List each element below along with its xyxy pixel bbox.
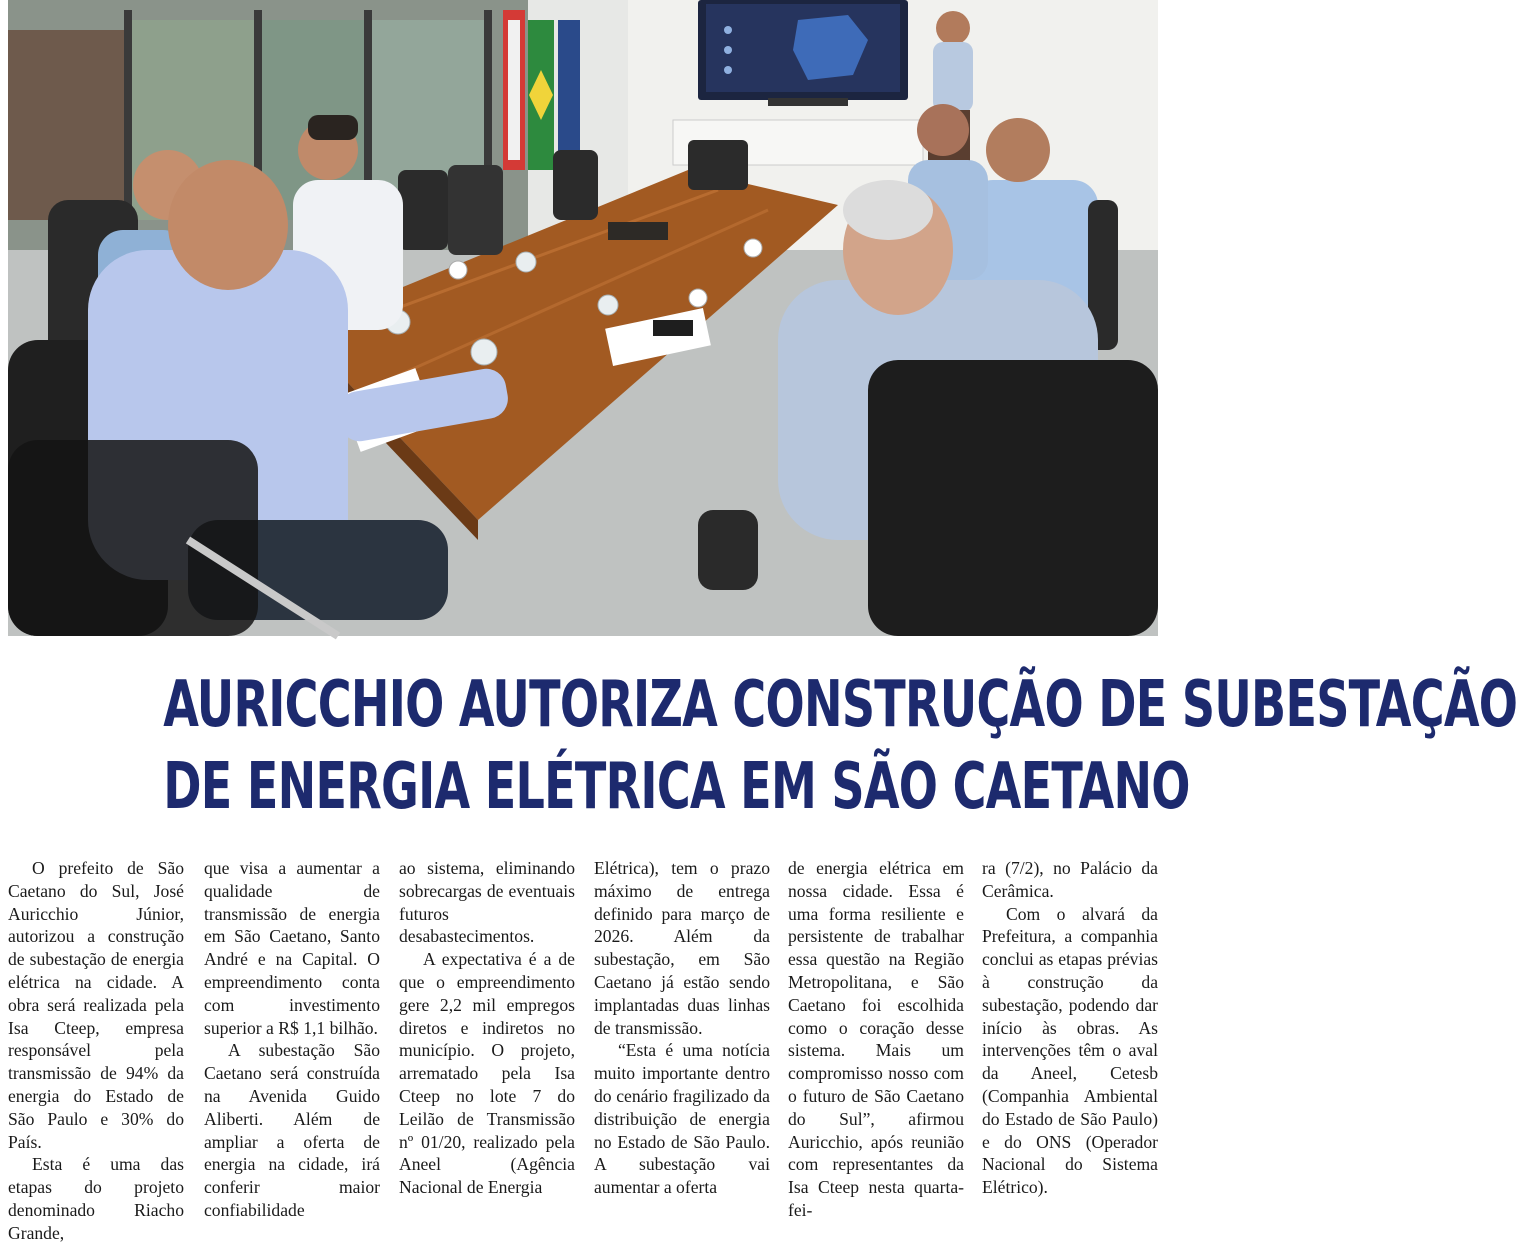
text-column-2 bbox=[204, 857, 380, 1221]
paragraph: que visa a aumentar a qualidade de transmissão de energia em São Caetano, Santo André e na Capital. O empreendimento conta com investimento superior a R$ 1,1 bilhão. bbox=[204, 858, 380, 1038]
text-column-1 bbox=[8, 857, 184, 1243]
text-column-3 bbox=[399, 857, 575, 1221]
paragraph: Com o alvará da Prefeitura, a companhia conclui as etapas prévias à construção da subestação, podendo dar início às obras. As intervenções têm o aval da Aneel, Cetesb (Companhia Ambiental do Estado de São Paulo) e do ONS (Operador Nacional do Sistema Elétrico). bbox=[982, 903, 1158, 1198]
headline-line-1: AURICCHIO AUTORIZA CONSTRUÇÃO DE SUBESTAÇÃO bbox=[163, 668, 1517, 742]
text-column-6 bbox=[982, 857, 1158, 1221]
article-headline bbox=[163, 664, 1517, 828]
article-body bbox=[8, 857, 1158, 1243]
meeting-room-photo bbox=[8, 0, 1158, 636]
paragraph: “Esta é uma notícia muito importante dentro do cenário fragilizado da distribuição de energia no Estado de São Paulo. A subestação vai aumentar a oferta bbox=[594, 1040, 770, 1198]
photo-illustration bbox=[8, 0, 1158, 636]
paragraph: Esta é uma das etapas do projeto denominado Riacho Grande, bbox=[8, 1154, 184, 1243]
headline-line-2: DE ENERGIA ELÉTRICA EM SÃO CAETANO bbox=[163, 750, 1190, 824]
text-column-5 bbox=[788, 857, 964, 1221]
text-column-4 bbox=[594, 857, 770, 1221]
paragraph: ra (7/2), no Palácio da Cerâmica. bbox=[982, 858, 1158, 901]
paragraph: A expectativa é a de que o empreendimento gere 2,2 mil empregos diretos e indiretos no município. O projeto, arrematado pela Isa Cteep no lote 7 do Leilão de Transmissão nº 01/20, realizado pela Aneel (Agência Nacional de Energia bbox=[399, 949, 575, 1198]
paragraph: O prefeito de São Caetano do Sul, José Auricchio Júnior, autorizou a construção de subestação de energia elétrica na cidade. A obra será realizada pela Isa Cteep, empresa responsável pela transmissão de 94% da energia do Estado de São Paulo e 30% do País. bbox=[8, 858, 184, 1152]
paragraph: de energia elétrica em nossa cidade. Essa é uma forma resiliente e persistente de trabalhar essa questão na Região Metropolitana, e São Caetano foi escolhida como o coração desse sistema. Mais um compromisso nosso com o futuro de São Caetano do Sul”, afirmou Auricchio, após reunião com representantes da Isa Cteep nesta quarta-fei- bbox=[788, 858, 964, 1220]
paragraph: ao sistema, eliminando sobrecargas de eventuais futuros desabastecimentos. bbox=[399, 858, 575, 947]
paragraph: Elétrica), tem o prazo máximo de entrega definido para março de 2026. Além da subestação, em São Caetano já estão sendo implantadas duas linhas de transmissão. bbox=[594, 858, 770, 1038]
paragraph: A subestação São Caetano será construída na Avenida Guido Aliberti. Além de ampliar a oferta de energia na cidade, irá conferir maior confiabilidade bbox=[204, 1040, 380, 1220]
